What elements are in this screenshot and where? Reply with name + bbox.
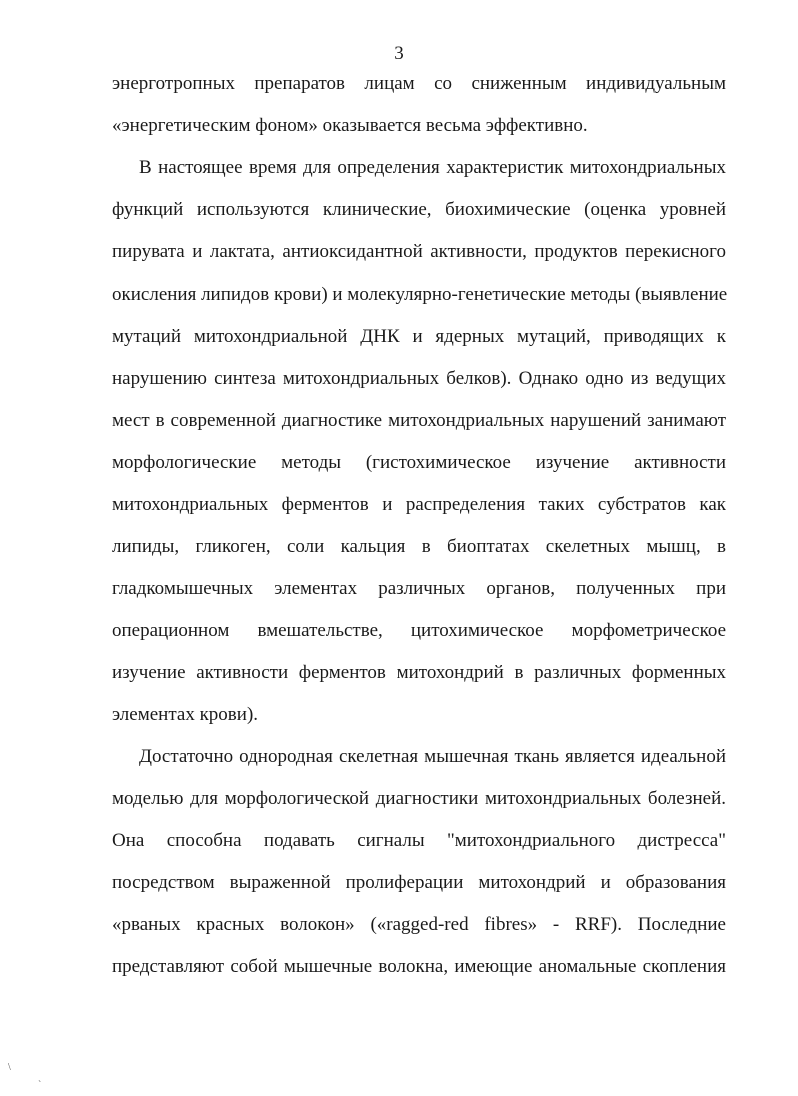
text-line: Она способна подавать сигналы "митохондриального дистресса" bbox=[112, 830, 726, 851]
text-line: митохондриальных ферментов и распределения таких субстратов как bbox=[112, 494, 726, 515]
text-line: Достаточно однородная скелетная мышечная ткань является идеальной bbox=[139, 746, 726, 767]
text-line: представляют собой мышечные волокна, имеющие аномальные скопления bbox=[112, 956, 726, 977]
text-line: операционном вмешательстве, цитохимическое морфометрическое bbox=[112, 620, 726, 641]
text-line: морфологические методы (гистохимическое изучение активности bbox=[112, 452, 726, 473]
text-line: пирувата и лактата, антиоксидантной активности, продуктов перекисного bbox=[112, 241, 726, 262]
scan-mark: ` bbox=[38, 1080, 42, 1091]
text-line: изучение активности ферментов митохондрий в различных форменных bbox=[112, 662, 726, 683]
text-line: липиды, гликоген, соли кальция в биоптатах скелетных мышц, в bbox=[112, 536, 726, 557]
text-line: В настоящее время для определения характеристик митохондриальных bbox=[139, 157, 726, 178]
text-line: элементах крови). bbox=[112, 704, 259, 725]
text-line: нарушению синтеза митохондриальных белков). Однако одно из ведущих bbox=[112, 368, 726, 389]
text-line: посредством выраженной пролиферации митохондрий и образования bbox=[112, 872, 726, 893]
page-number: 3 bbox=[394, 43, 404, 64]
text-line: «рваных красных волокон» («ragged-red fibres» - RRF). Последние bbox=[112, 914, 726, 935]
text-line: энерготропных препаратов лицам со сниженным индивидуальным bbox=[112, 73, 726, 94]
text-line: моделью для морфологической диагностики митохондриальных болезней. bbox=[112, 788, 726, 809]
text-line: «энергетическим фоном» оказывается весьма эффективно. bbox=[112, 115, 588, 136]
text-line: функций используются клинические, биохимические (оценка уровней bbox=[112, 199, 726, 220]
text-line: мутаций митохондриальной ДНК и ядерных мутаций, приводящих к bbox=[112, 326, 726, 347]
text-line: мест в современной диагностике митохондриальных нарушений занимают bbox=[112, 410, 726, 431]
text-line: гладкомышечных элементах различных органов, полученных при bbox=[112, 578, 726, 599]
text-line: окисления липидов крови) и молекулярно-генетические методы (выявление bbox=[112, 284, 728, 305]
scan-mark: \ bbox=[8, 1062, 11, 1073]
